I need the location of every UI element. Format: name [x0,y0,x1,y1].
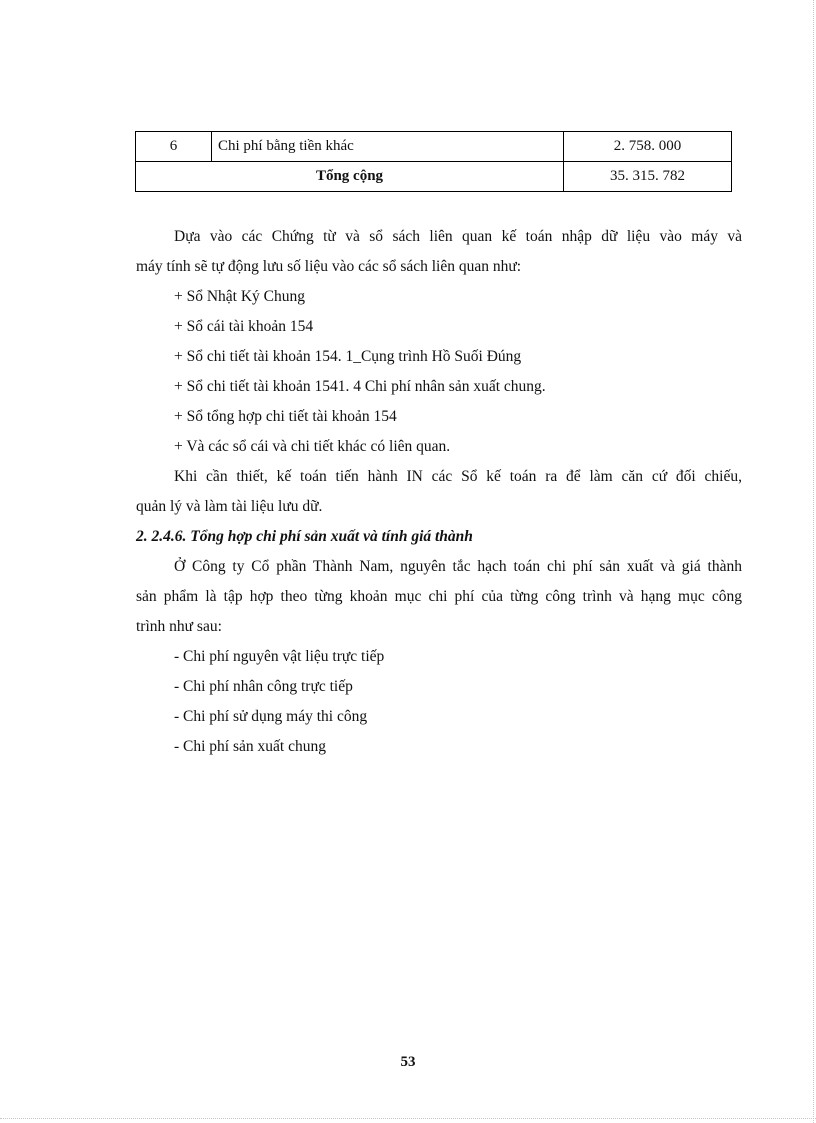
page-edge-right [813,0,814,1123]
book-item: + Sổ Nhật Ký Chung [174,288,306,305]
intro-line-2: máy tính sẽ tự động lưu số liệu vào các sổ sách liên quan như: [136,258,522,275]
table-total-row [136,162,732,192]
cost-item: - Chi phí sử dụng máy thi công [174,708,368,725]
book-item: + Sổ chi tiết tài khoản 154. 1_Cụng trình Hồ Suối Đúng [174,348,522,365]
page-number: 53 [400,1054,416,1070]
total-amount-cell: 35. 315. 782 [564,162,732,192]
principle-line-2: sản phẩm là tập hợp theo từng khoản mục chi phí của từng công trình và hạng mục công [136,588,742,605]
principle-line-3: trình như sau: [136,618,222,635]
cost-item: - Chi phí nhân công trực tiếp [174,678,353,695]
row-label-cell: Chi phí bằng tiền khác [212,132,564,162]
cost-table [135,131,732,192]
book-item: + Và các sổ cái và chi tiết khác có liên quan. [174,438,451,455]
table-row [136,132,732,162]
total-label-cell: Tổng cộng [136,162,564,192]
book-item: + Sổ chi tiết tài khoản 1541. 4 Chi phí nhân sản xuất chung. [174,378,546,395]
principle-line-1: Ở Công ty Cổ phần Thành Nam, nguyên tắc hạch toán chi phí sản xuất và giá thành [174,558,742,575]
print-note-line-2: quản lý và làm tài liệu lưu dữ. [136,498,323,515]
body-text [136,222,742,762]
cost-item: - Chi phí nguyên vật liệu trực tiếp [174,648,385,665]
page-edge-bottom [0,1118,816,1119]
book-item: + Sổ tổng hợp chi tiết tài khoản 154 [174,408,397,425]
row-number-cell: 6 [136,132,212,162]
row-amount-cell: 2. 758. 000 [564,132,732,162]
print-note-line-1: Khi cần thiết, kế toán tiến hành IN các Sổ kế toán ra để làm căn cứ đối chiếu, [174,468,742,485]
book-item: + Sổ cái tài khoản 154 [174,318,314,335]
cost-item: - Chi phí sản xuất chung [174,738,326,755]
intro-line-1: Dựa vào các Chứng từ và sổ sách liên quan kế toán nhập dữ liệu vào máy và [174,228,742,245]
section-heading: 2. 2.4.6. Tổng hợp chi phí sản xuất và tính giá thành [136,528,473,545]
